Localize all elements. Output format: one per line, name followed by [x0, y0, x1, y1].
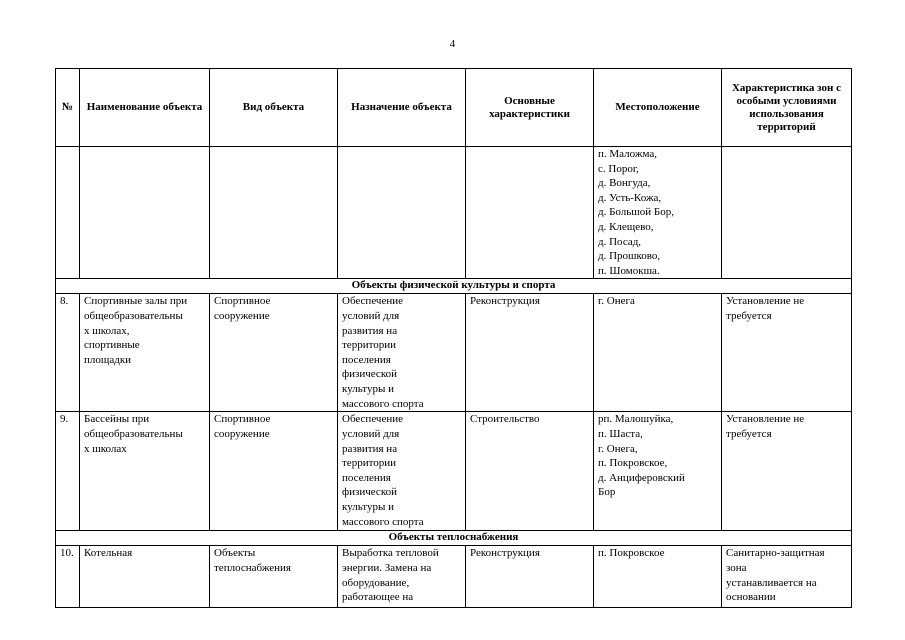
- object-purpose-cell: [338, 294, 466, 412]
- table-row-continuation: [56, 147, 852, 279]
- section-row-sport: [56, 279, 852, 294]
- object-name-line: х школах,: [84, 324, 130, 337]
- object-purpose-line: поселения: [342, 471, 391, 484]
- object-type-line: Спортивное: [214, 413, 271, 426]
- object-purpose-line: территории: [342, 457, 397, 470]
- object-type-line: Спортивное: [214, 295, 271, 308]
- row-number: 8.: [56, 294, 80, 412]
- location-cell: [594, 546, 722, 608]
- object-purpose-line: массового спорта: [342, 397, 424, 410]
- object-purpose-line: развития на: [342, 324, 398, 337]
- object-type-line: сооружение: [214, 427, 270, 440]
- page-number: 4: [449, 38, 456, 50]
- object-name-cell: [80, 294, 210, 412]
- object-name-line: общеобразовательны: [84, 427, 183, 440]
- object-purpose-line: поселения: [342, 353, 391, 366]
- object-purpose-line: работающее на: [342, 591, 414, 604]
- zones-line: требуется: [726, 309, 772, 322]
- object-name-cell: [80, 546, 210, 608]
- table-cell: [210, 147, 338, 279]
- location-line: д. Прошково,: [598, 250, 661, 263]
- location-cell: [594, 412, 722, 531]
- object-type-line: Объекты: [214, 547, 256, 560]
- object-purpose-line: культуры и: [342, 500, 394, 513]
- object-name-line: Котельная: [84, 547, 133, 560]
- table-cell: [80, 147, 210, 279]
- location-line: рп. Малошуйка,: [598, 413, 674, 426]
- section-title: Объекты теплоснабжения: [56, 531, 852, 546]
- zones-line: требуется: [726, 427, 772, 440]
- header-location: Местоположение: [594, 69, 722, 147]
- location-line: д. Усть-Кожа,: [598, 191, 662, 204]
- location-line: д. Анциферовский: [598, 471, 685, 484]
- object-name-line: общеобразовательны: [84, 309, 183, 322]
- table-row: [56, 546, 852, 608]
- table-cell: [722, 147, 852, 279]
- object-type-cell: [210, 412, 338, 531]
- location-line: Бор: [598, 486, 616, 499]
- location-line: г. Онега: [598, 295, 635, 308]
- header-object-name: Наименование объекта: [80, 69, 210, 147]
- object-type-cell: [210, 294, 338, 412]
- zones-line: Санитарно-защитная: [726, 547, 825, 560]
- object-purpose-line: территории: [342, 339, 397, 352]
- object-purpose-line: оборудование,: [342, 576, 410, 589]
- object-purpose-line: физической: [342, 486, 397, 499]
- object-purpose-line: условий для: [342, 427, 400, 440]
- object-type-line: сооружение: [214, 309, 270, 322]
- object-purpose-line: массового спорта: [342, 515, 424, 528]
- zones-line: Установление не: [726, 413, 805, 426]
- object-type-line: теплоснабжения: [214, 561, 291, 574]
- location-cell: [594, 147, 722, 279]
- zones-cell: [722, 546, 852, 608]
- objects-table: [55, 68, 852, 608]
- zones-cell: [722, 412, 852, 531]
- header-object-purpose: Назначение объекта: [338, 69, 466, 147]
- object-purpose-line: Выработка тепловой: [342, 547, 439, 560]
- location-line: п. Шомокша.: [598, 264, 660, 277]
- location-line: д. Большой Бор,: [598, 206, 674, 219]
- characteristics-cell: [466, 412, 594, 531]
- location-line: п. Покровское,: [598, 457, 668, 470]
- object-name-line: Бассейны при: [84, 413, 150, 426]
- zones-line: основании: [726, 591, 776, 604]
- table-cell: [56, 147, 80, 279]
- table-cell: [466, 147, 594, 279]
- table-cell: [338, 147, 466, 279]
- table-row: [56, 294, 852, 412]
- location-line: п. Маложма,: [598, 148, 657, 160]
- characteristics-cell: [466, 546, 594, 608]
- location-line: с. Порог,: [598, 162, 639, 175]
- characteristics-line: Реконструкция: [470, 547, 540, 560]
- location-line: п. Шаста,: [598, 427, 643, 440]
- header-main-characteristics: Основные характеристики: [466, 69, 594, 147]
- zones-line: устанавливается на: [726, 576, 817, 589]
- object-purpose-line: Обеспечение: [342, 413, 403, 426]
- header-number: №: [56, 69, 80, 147]
- zones-line: зона: [726, 561, 747, 574]
- location-line: д. Посад,: [598, 235, 642, 248]
- row-number: 9.: [56, 412, 80, 531]
- characteristics-line: Реконструкция: [470, 295, 540, 308]
- characteristics-cell: [466, 294, 594, 412]
- object-purpose-line: культуры и: [342, 382, 394, 395]
- section-row-heating: [56, 531, 852, 546]
- characteristics-line: Строительство: [470, 413, 540, 426]
- object-type-cell: [210, 546, 338, 608]
- object-name-line: х школах: [84, 442, 127, 455]
- location-line: п. Покровское: [598, 547, 665, 560]
- object-purpose-line: физической: [342, 368, 397, 381]
- object-purpose-line: энергии. Замена на: [342, 561, 432, 574]
- object-name-line: площадки: [84, 353, 132, 366]
- object-name-line: Спортивные залы при: [84, 295, 188, 308]
- location-line: г. Онега,: [598, 442, 638, 455]
- location-cell: [594, 294, 722, 412]
- section-title: Объекты физической культуры и спорта: [56, 279, 852, 294]
- table-row: [56, 412, 852, 531]
- zones-line: Установление не: [726, 295, 805, 308]
- location-line: д. Клещево,: [598, 220, 654, 233]
- object-purpose-line: Обеспечение: [342, 295, 403, 308]
- row-number: 10.: [56, 546, 80, 608]
- object-name-cell: [80, 412, 210, 531]
- zones-cell: [722, 294, 852, 412]
- header-special-zones: Характеристика зон с особыми условиями использования территорий: [722, 69, 852, 147]
- table-header-row: [56, 69, 852, 147]
- object-purpose-cell: [338, 412, 466, 531]
- object-name-line: спортивные: [84, 339, 140, 352]
- location-line: д. Вонгуда,: [598, 177, 651, 190]
- object-purpose-line: условий для: [342, 309, 400, 322]
- object-purpose-line: развития на: [342, 442, 398, 455]
- header-object-type: Вид объекта: [210, 69, 338, 147]
- object-purpose-cell: [338, 546, 466, 608]
